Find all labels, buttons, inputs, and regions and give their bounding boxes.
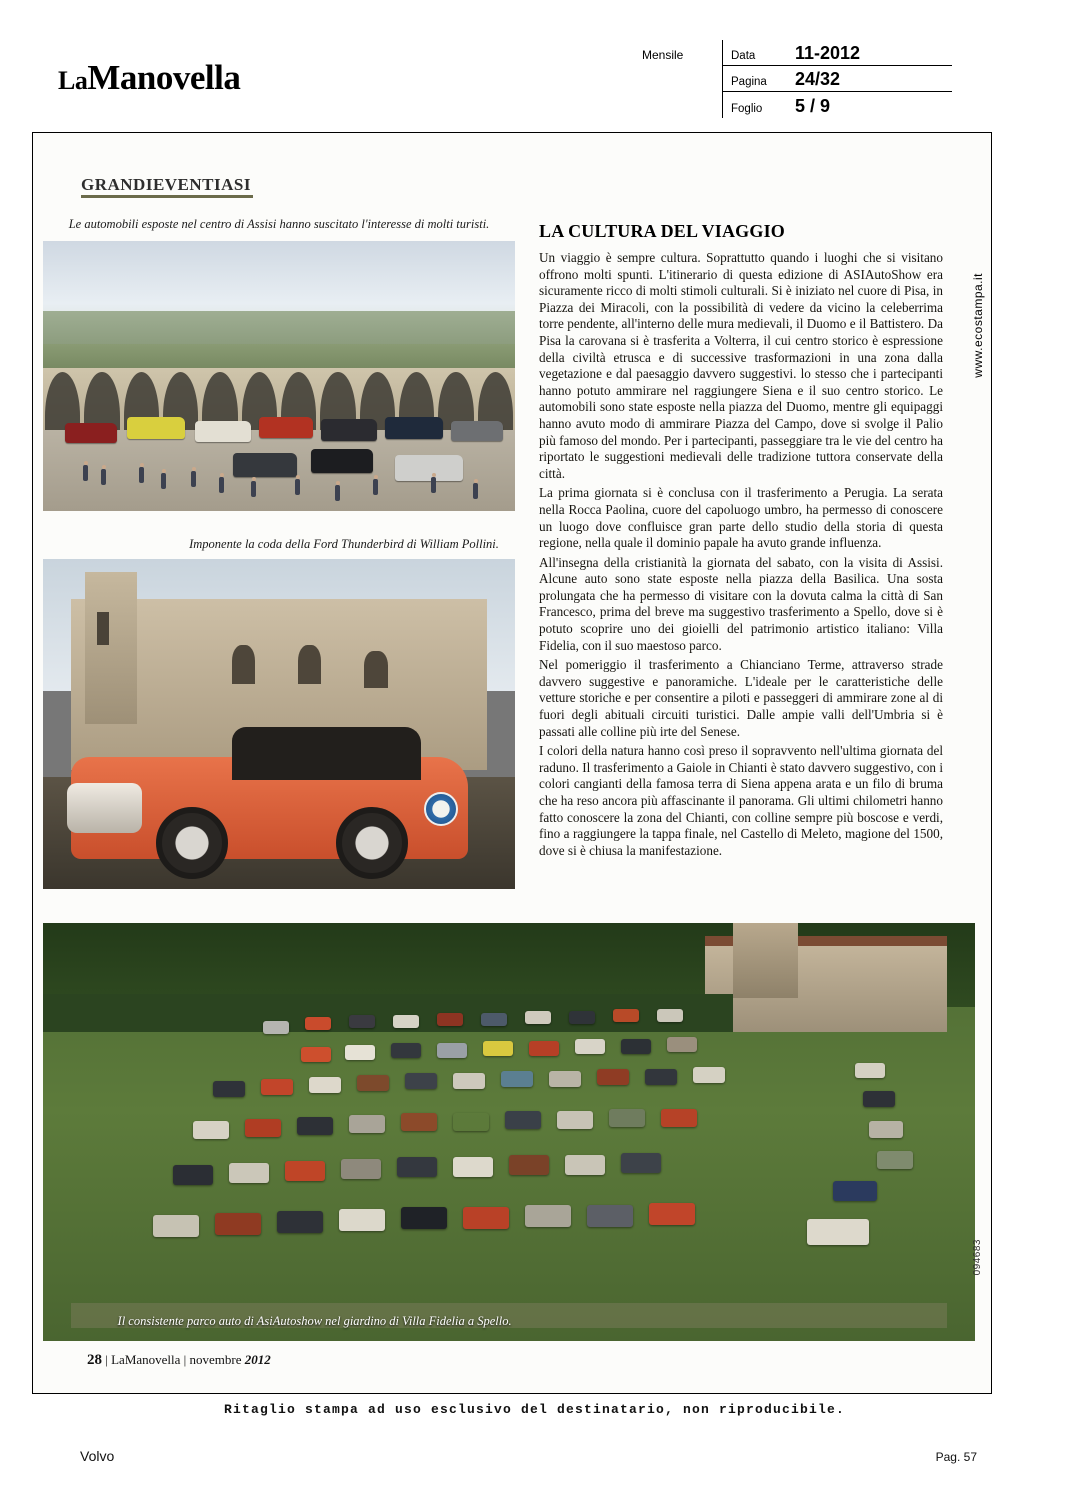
lot-car	[855, 1063, 885, 1078]
lot-car	[391, 1043, 421, 1058]
footer-client-name: Volvo	[80, 1448, 115, 1464]
lot-car	[263, 1021, 289, 1034]
article-paragraph: All'insegna della cristianità la giornata del sabato, con la visita di Assisi. Alcune auto sono state esposte nella piazza della Basilica. Una sosta prolungata che ha permesso di visitare con la dovuta calma la città di San Francesco, prima del breve ma suggestivo trasferimento a Spello, dove si è potuto scoprire uno dei gioielli del patrimonio artistico italiano: Villa Fidelia, con il suo maestoso parco.	[539, 554, 943, 653]
lot-car	[309, 1077, 341, 1093]
usage-notice: Ritaglio stampa ad uso esclusivo del destinatario, non riproducibile.	[223, 1402, 846, 1417]
lot-car	[481, 1013, 507, 1026]
visitor	[83, 465, 88, 481]
lot-car	[341, 1159, 381, 1179]
lot-car	[213, 1081, 245, 1097]
lot-car	[245, 1119, 281, 1137]
lot-car	[525, 1205, 571, 1227]
lot-car	[285, 1161, 325, 1181]
caption-villa: Il consistente parco auto di AsiAutoshow nel giardino di Villa Fidelia a Spello.	[117, 1314, 512, 1328]
photo-villa-fidelia-car-park	[43, 923, 975, 1341]
lot-car	[453, 1157, 493, 1177]
section-tag-rule	[81, 195, 253, 198]
periodicity-label: Mensile	[642, 48, 684, 62]
lot-car	[297, 1117, 333, 1135]
visitor	[139, 467, 144, 483]
lot-car	[501, 1071, 533, 1087]
lot-car	[529, 1041, 559, 1056]
visitor	[373, 479, 378, 495]
meta-value-pagina: 24/32	[795, 69, 841, 89]
facade-window	[298, 645, 322, 685]
parked-car	[259, 417, 313, 438]
lot-car	[437, 1013, 463, 1026]
clipping-meta-box	[722, 40, 952, 118]
photo-assisi-city-center	[43, 241, 515, 511]
meta-value-foglio: 5 / 9	[795, 96, 831, 116]
parked-car	[321, 419, 377, 441]
lot-car	[549, 1071, 581, 1087]
lot-car	[301, 1047, 331, 1062]
photo-ford-thunderbird	[43, 559, 515, 889]
lot-car	[173, 1165, 213, 1185]
lot-car	[349, 1015, 375, 1028]
parked-car	[233, 453, 297, 477]
lot-car	[863, 1091, 895, 1107]
visitor	[251, 481, 256, 497]
lot-car	[649, 1203, 695, 1225]
article-text-column	[539, 221, 943, 862]
article-scan	[32, 132, 992, 1394]
lot-car	[215, 1213, 261, 1235]
footer-page-number: Pag. 57	[935, 1450, 977, 1464]
lot-car	[869, 1121, 903, 1138]
lot-car	[229, 1163, 269, 1183]
parked-car	[385, 417, 443, 439]
lot-car	[609, 1109, 645, 1127]
lot-car	[437, 1043, 467, 1058]
visitor	[335, 485, 340, 501]
lot-car	[693, 1067, 725, 1083]
lot-car	[657, 1009, 683, 1022]
lot-car	[587, 1205, 633, 1227]
caption-thunderbird: Imponente la coda della Ford Thunderbird di William Pollini.	[189, 537, 499, 551]
folio-separator-2: |	[183, 1352, 187, 1367]
thunderbird-soft-top	[232, 727, 421, 780]
facade-window	[232, 645, 256, 685]
meta-row-data	[723, 40, 952, 66]
lot-car	[261, 1079, 293, 1095]
article-paragraph: La prima giornata si è conclusa con il trasferimento a Perugia. La serata nella Rocca Paolina, cuore del capoluogo umbro, ha permesso di conoscere un luogo dove confluisce gran parte dello studio della storia di questa regione, nella quale il dominio papale ha avuto grande influenza.	[539, 485, 943, 551]
meta-value-data: 11-2012	[795, 43, 861, 63]
facade-window	[364, 651, 388, 687]
visitor	[191, 471, 196, 487]
parked-car	[65, 423, 117, 443]
masthead-main: Manovella	[87, 58, 241, 97]
meta-row-pagina	[723, 66, 952, 92]
lot-car	[453, 1113, 489, 1131]
lot-car	[305, 1017, 331, 1030]
lot-car	[193, 1121, 229, 1139]
thunderbird-rear-bumper	[67, 783, 143, 833]
lot-car	[877, 1151, 913, 1169]
article-paragraph: Un viaggio è sempre cultura. Soprattutto quando i luoghi che si visitano offrono molti spunti. L'itinerario di questa edizione di ASIAutoShow era sicuramente ricco di molti stimoli culturali. Si è iniziato nel cuore di Pisa, in Piazza dei Miracoli, con la possibilità di vedere da vicino la celeberrima torre pendente, all'interno delle mura medievali, il Duomo e il Battistero. Da Pisa la carovana si è trasferita a Volterra, il cui centro storico è espressione della civiltà etrusca e di successive trasformazioni in una zona dalla vegetazione e dal paesaggio davvero suggestivi. lo stesso che i partecipanti hanno potuto ammirare nel raggiungere Siena e il suo centro storico. Le automobili sono state esposte nella piazza del Duomo, mentre gli equipaggi hanno avuto modo di ammirare Piazza del Campo, dove si svolge il Palio più famoso del mondo. Per i partecipanti, passeggiare tra le vie del centro ha riportato le suggestioni medievali delle tradizione tuttora conservate della città.	[539, 250, 943, 481]
meta-row-foglio	[723, 92, 952, 118]
visitor	[101, 469, 106, 485]
visitor	[473, 483, 478, 499]
lot-car	[645, 1069, 677, 1085]
lot-car	[509, 1155, 549, 1175]
parked-car	[127, 417, 185, 439]
lot-car	[339, 1209, 385, 1231]
lot-car	[463, 1207, 509, 1229]
visitor	[431, 477, 436, 493]
ecostampa-website: www.ecostampa.it	[971, 273, 985, 378]
article-body	[539, 250, 943, 859]
visitor	[295, 479, 300, 495]
clipping-code: 094683	[972, 1238, 983, 1275]
lot-car	[397, 1157, 437, 1177]
thunderbird-wheel	[336, 807, 408, 879]
lot-car	[597, 1069, 629, 1085]
magazine-masthead	[58, 58, 240, 98]
lot-car	[345, 1045, 375, 1060]
parked-car	[195, 421, 251, 442]
lot-car	[575, 1039, 605, 1054]
lot-car	[525, 1011, 551, 1024]
lot-car	[405, 1073, 437, 1089]
lot-car	[557, 1111, 593, 1129]
lot-car	[277, 1211, 323, 1233]
lot-car	[483, 1041, 513, 1056]
meta-label-data: Data	[731, 50, 756, 62]
meta-label-foglio: Foglio	[731, 103, 763, 115]
lot-car	[621, 1039, 651, 1054]
lot-car	[505, 1111, 541, 1129]
lot-car	[833, 1181, 877, 1201]
parked-car	[395, 455, 463, 481]
lot-car	[401, 1113, 437, 1131]
lot-car	[565, 1155, 605, 1175]
visitor	[161, 473, 166, 489]
visitor	[219, 477, 224, 493]
article-paragraph: Nel pomeriggio il trasferimento a Chianciano Terme, attraverso strade davvero suggestive e panoramiche. L'ideale per le caratteristiche delle vetture storiche e per consentire a piloti e passeggeri di ammirare zone al di fuori degli abituali circuiti turistici. Dalle ampie valli dell'Umbria si è passati alle colline più irte del Senese.	[539, 657, 943, 739]
lot-car	[453, 1073, 485, 1089]
caption-assisi: Le automobili esposte nel centro di Assisi hanno suscitato l'interesse di molti turisti.	[68, 217, 490, 231]
lot-car	[667, 1037, 697, 1052]
lot-car	[153, 1215, 199, 1237]
folio-separator: |	[105, 1352, 108, 1367]
bell-tower	[85, 572, 137, 724]
parked-car	[451, 421, 503, 441]
folio-magazine: LaManovella	[111, 1352, 181, 1367]
lot-car	[569, 1011, 595, 1024]
lot-car	[357, 1075, 389, 1091]
page-folio	[87, 1352, 271, 1369]
article-title: LA CULTURA DEL VIAGGIO	[539, 221, 785, 241]
article-paragraph: I colori della natura hanno così preso il sopravvento nell'ultima giornata del raduno. Il trasferimento a Gaiole in Chianti è stato davvero suggestivo, con i colori cangianti della famosa terra di Siena appena arata e un filo di bruma che ha reso ancora più affascinante il panorama. Gli ultimi chilometri hanno fatto conoscere la zona del Chianti, con colline sempre più boscose e verdi, fino a raggiungere la tappa finale, nel Castello di Meleto, magione del 1500, dove si è chiusa la manifestazione.	[539, 743, 943, 858]
lot-car	[621, 1153, 661, 1173]
lot-car	[613, 1009, 639, 1022]
lot-car	[393, 1015, 419, 1028]
folio-month: novembre	[189, 1352, 242, 1367]
clipping-header	[32, 40, 992, 118]
folio-year: 2012	[244, 1352, 271, 1367]
thunderbird-wheel	[156, 807, 228, 879]
lot-car	[349, 1115, 385, 1133]
villa-tower	[733, 923, 798, 998]
folio-page-number: 28	[87, 1352, 102, 1368]
lot-car	[661, 1109, 697, 1127]
parked-car	[311, 449, 373, 473]
section-tag: GRANDIEVENTIASI	[81, 175, 251, 194]
meta-label-pagina: Pagina	[731, 76, 767, 88]
lot-car	[401, 1207, 447, 1229]
lot-car	[807, 1219, 869, 1245]
masthead-prefix: La	[58, 66, 88, 95]
